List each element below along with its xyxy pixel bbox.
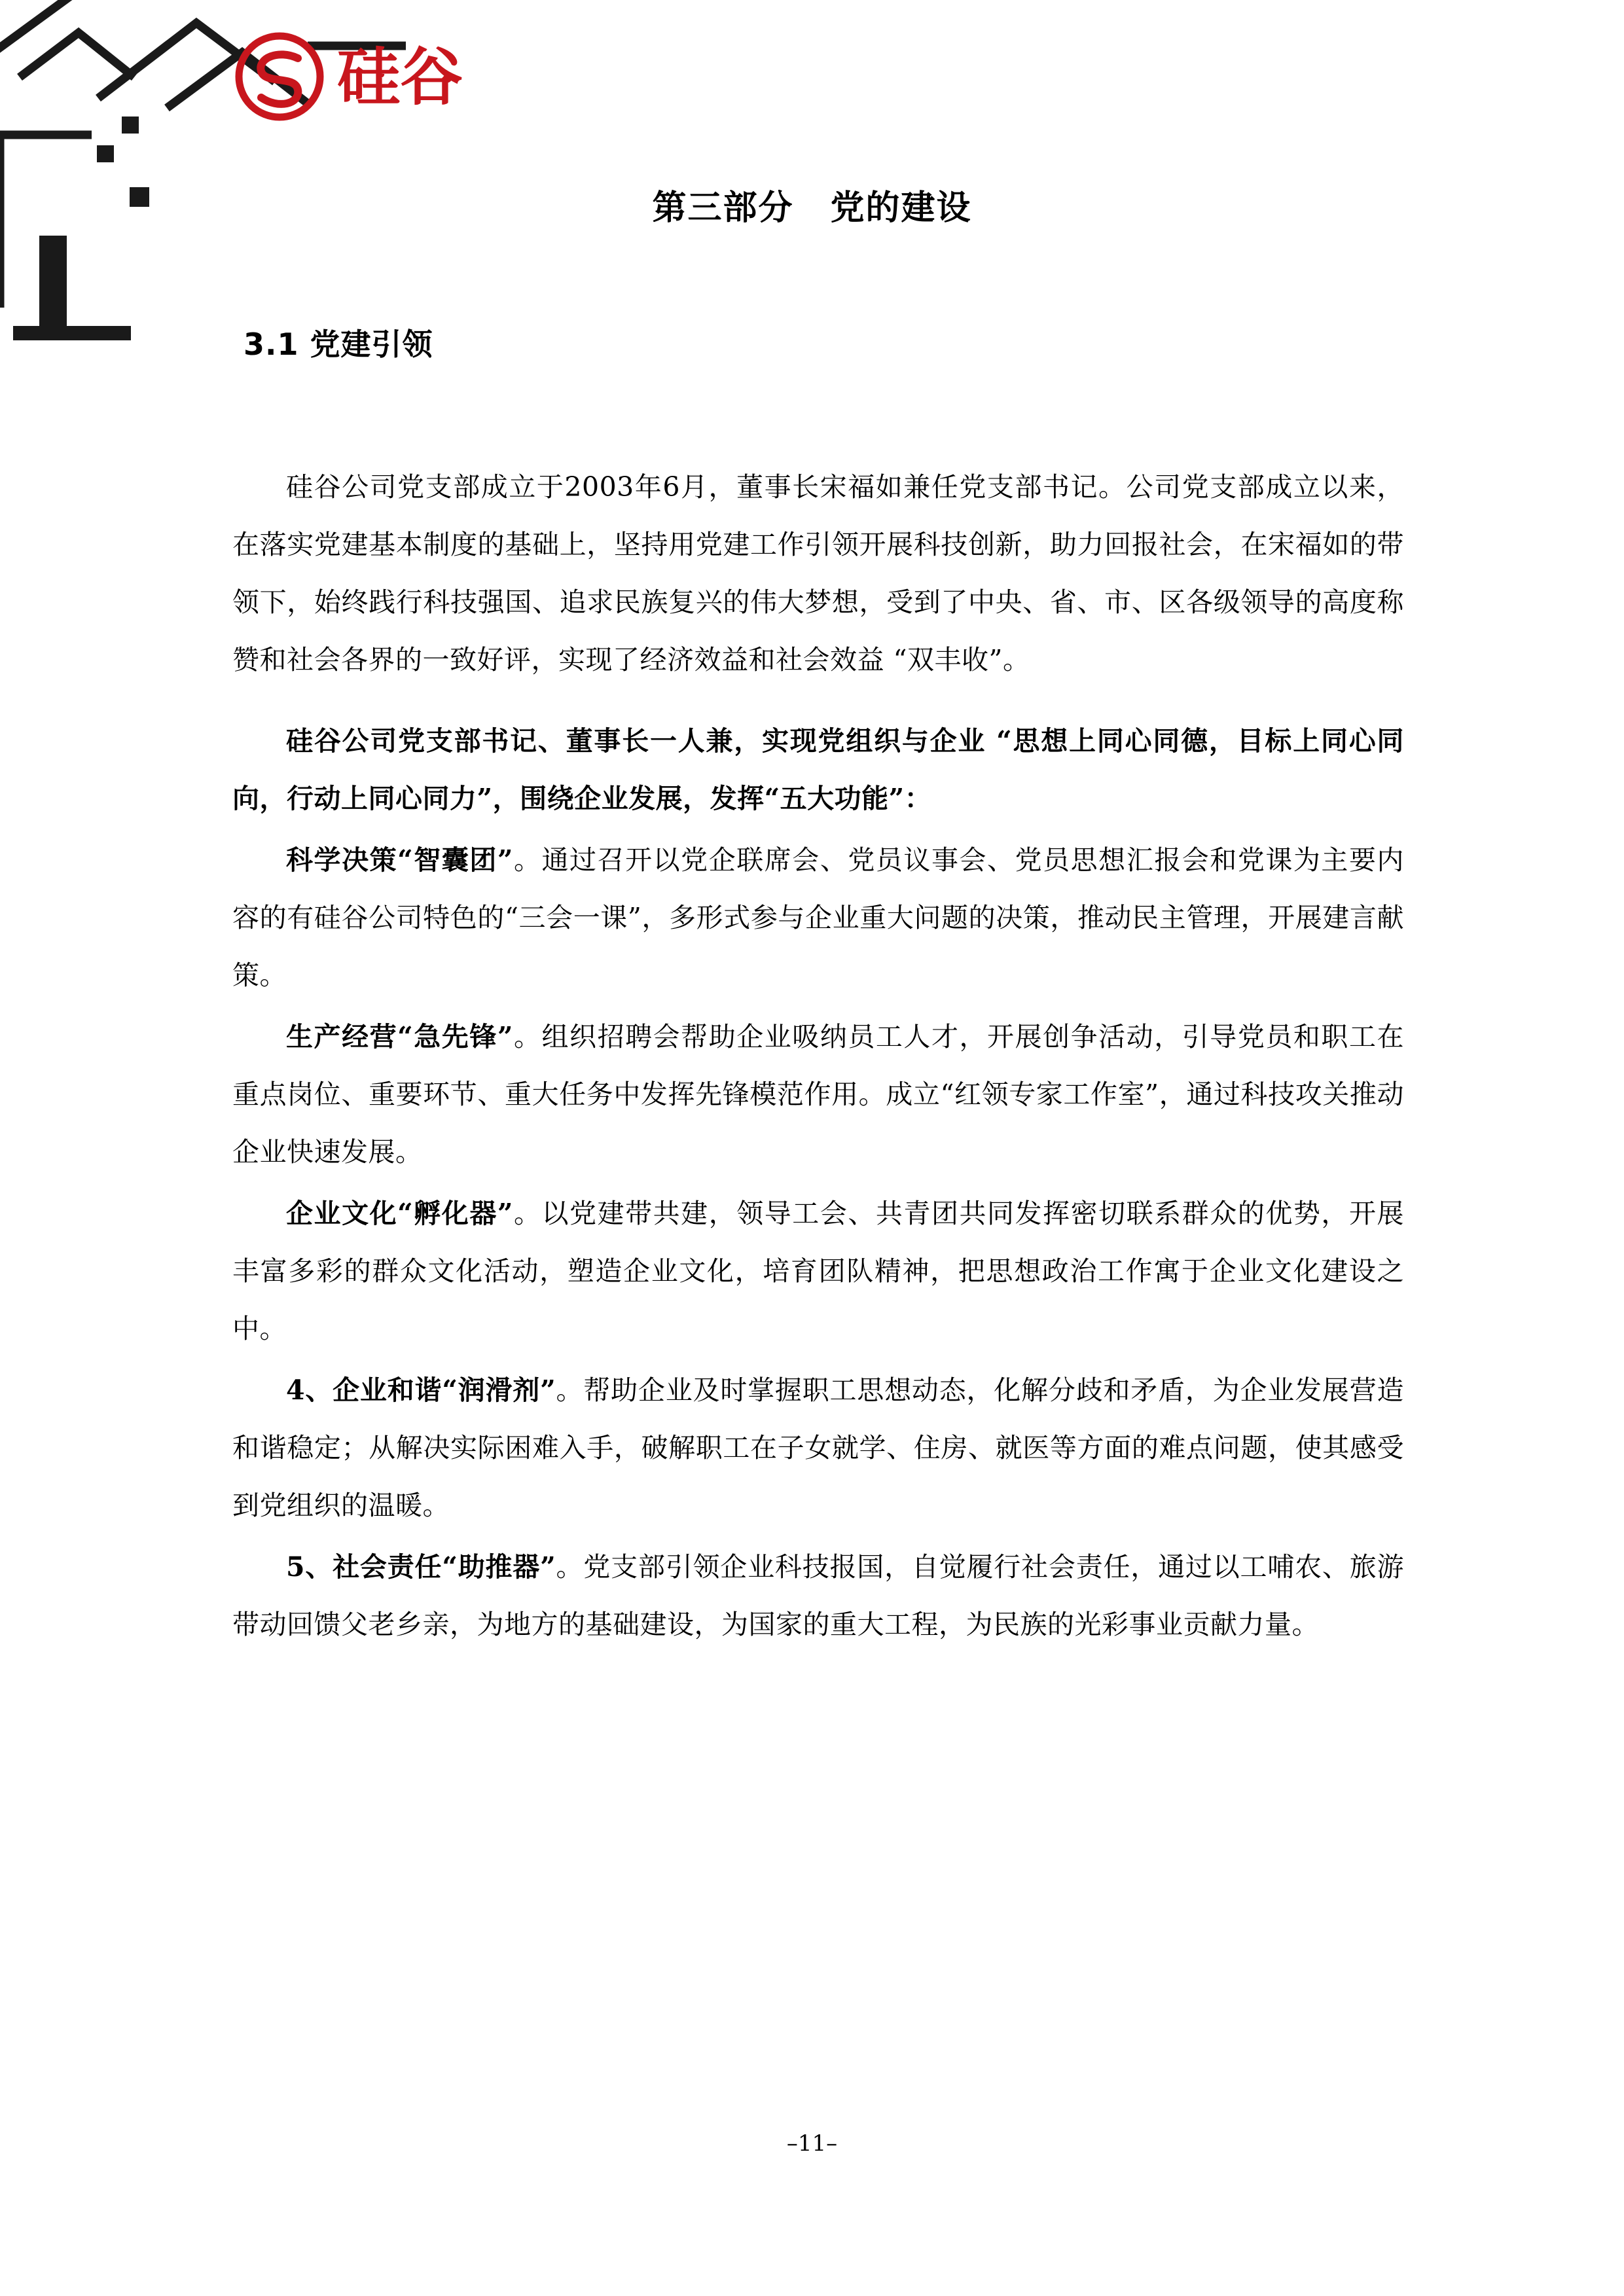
page-title: [0, 180, 1624, 229]
svg-text:硅谷: 硅谷: [337, 41, 463, 114]
document-body: [232, 458, 1404, 1657]
paragraph-7: [232, 1538, 1404, 1653]
page-title-main: 第三部分: [652, 188, 794, 228]
paragraph-4-lead: 生产经营“急先锋”: [286, 1021, 513, 1052]
paragraph-1: 硅谷公司党支部成立于2003年6月，董事长宋福如兼任党支部书记。公司党支部成立以来，在落实党建基本制度的基础上，坚持用党建工作引领开展科技创新，助力回报社会，在宋福如的带领下，始终践行科技强国、追求民族复兴的伟大梦想，受到了中央、省、市、区各级领导的高度称赞和社会各界的一致好评，实现了经济效益和社会效益 “双丰收”。: [232, 471, 1404, 675]
paragraph-7-text: 。党支部引领企业科技报国，自觉履行社会责任，通过以工哺农、旅游带动回馈父老乡亲，为地方的基础建设，为国家的重大工程，为民族的光彩事业贡献力量。: [232, 1551, 1404, 1640]
paragraph-4: [232, 1008, 1404, 1181]
paragraph-7-lead: 5、社会责任“助推器”: [286, 1551, 556, 1583]
section-heading: 3.1 党建引领: [244, 327, 433, 362]
paragraph-5: [232, 1185, 1404, 1357]
page-number: –11–: [786, 2130, 838, 2157]
paragraph-4-text: 。组织招聘会帮助企业吸纳员工人才，开展创争活动，引导党员和职工在重点岗位、重要环节、重大任务中发挥先锋模范作用。成立“红领专家工作室”，通过科技攻关推动企业快速发展。: [232, 1021, 1404, 1168]
paragraph-spacer: [232, 692, 1404, 712]
paragraph-2: 硅谷公司党支部书记、董事长一人兼，实现党组织与企业 “思想上同心同德，目标上同心同向，行动上同心同力”，围绕企业发展，发挥“五大功能”：: [232, 725, 1404, 814]
paragraph-5-text: 。以党建带共建，领导工会、共青团共同发挥密切联系群众的优势，开展丰富多彩的群众文化活动，塑造企业文化，培育团队精神，把思想政治工作寓于企业文化建设之中。: [232, 1198, 1404, 1344]
paragraph-3-lead: 科学决策“智囊团”: [286, 844, 513, 876]
paragraph-6-text: 。帮助企业及时掌握职工思想动态，化解分歧和矛盾，为企业发展营造和谐稳定；从解决实际困难入手，破解职工在子女就学、住房、就医等方面的难点问题，使其感受到党组织的温暖。: [232, 1374, 1404, 1521]
paragraph-6: [232, 1361, 1404, 1534]
paragraph-5-lead: 企业文化“孵化器”: [286, 1198, 513, 1229]
paragraph-3-text: 。通过召开以党企联席会、党员议事会、党员思想汇报会和党课为主要内容的有硅谷公司特色的“三会一课”，多形式参与企业重大问题的决策，推动民主管理，开展建言献策。: [232, 844, 1404, 991]
page-title-sub: 党的建设: [830, 188, 972, 228]
paragraph-6-lead: 4、企业和谐“润滑剂”: [286, 1374, 556, 1406]
paragraph-3: [232, 831, 1404, 1004]
company-logo: [232, 29, 533, 134]
silicon-valley-logo-icon: [232, 29, 533, 134]
